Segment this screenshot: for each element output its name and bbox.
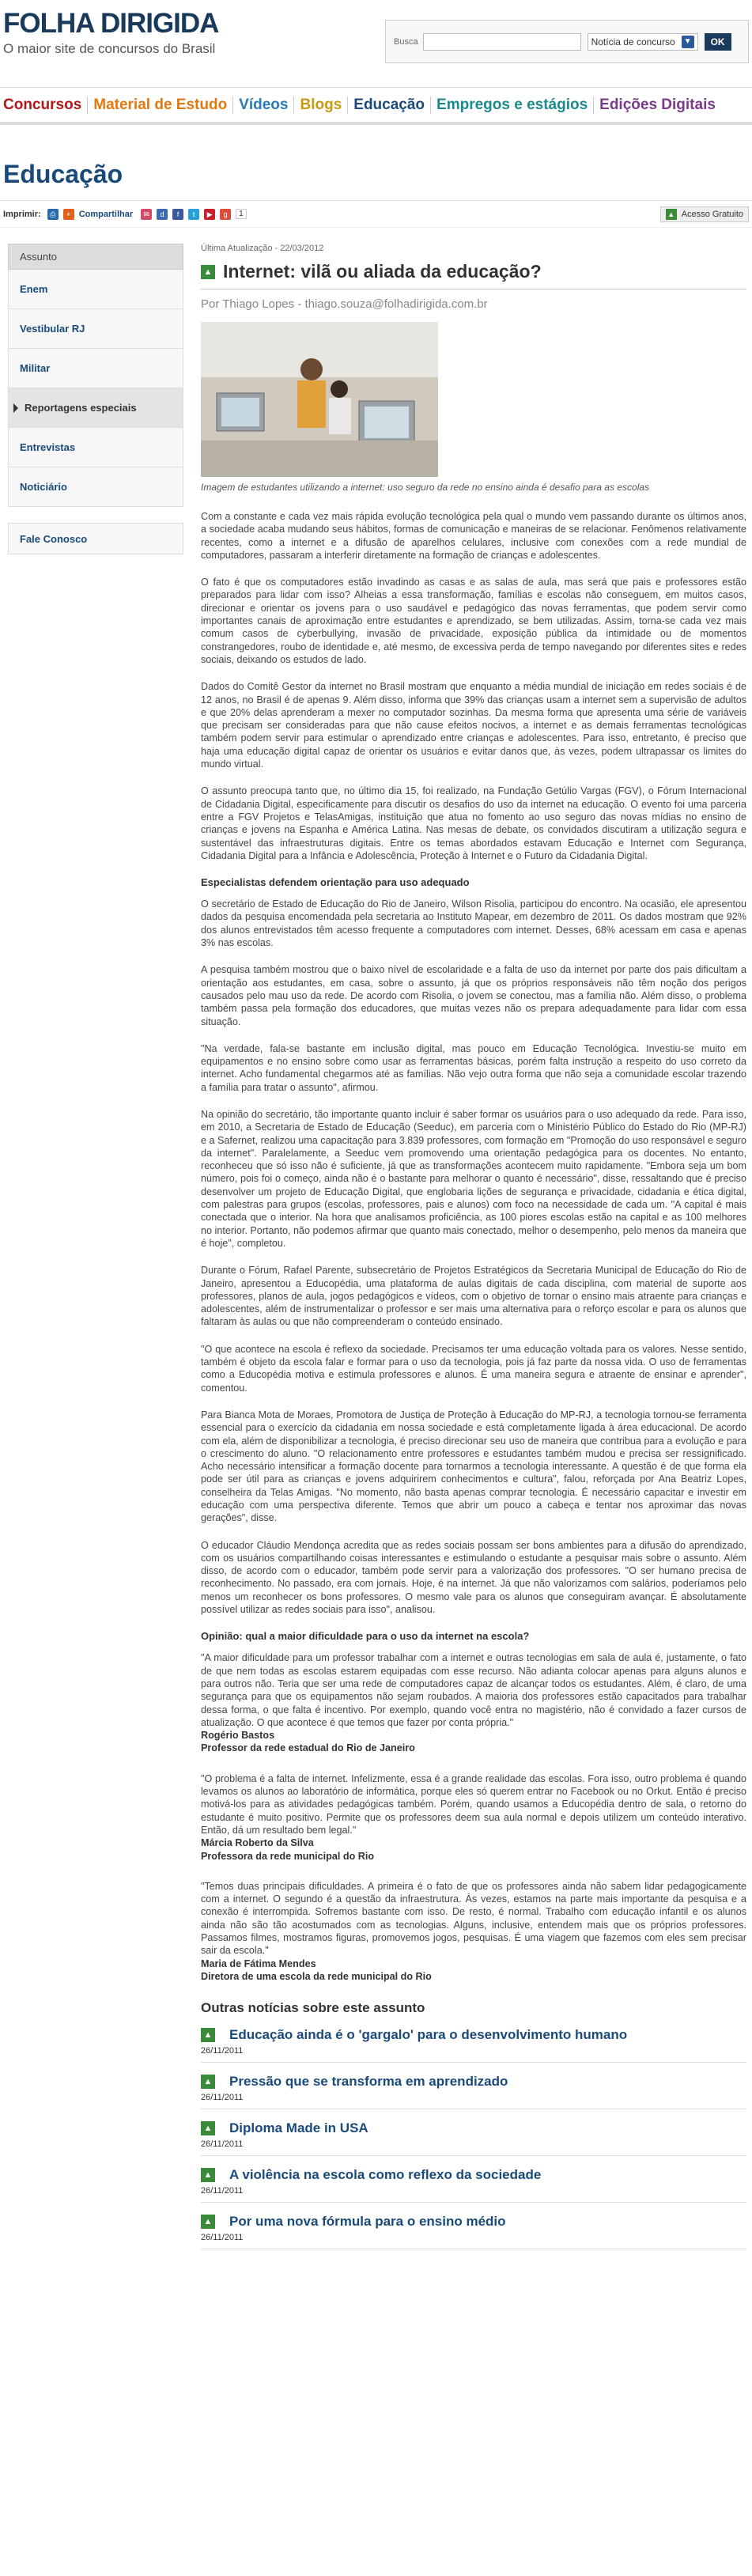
- sidebar-item-militar[interactable]: Militar: [8, 349, 183, 388]
- related-date: 26/11/2011: [201, 2186, 244, 2196]
- article-paragraph: Durante o Fórum, Rafael Parente, subsecretário de Projetos Estratégicos da Secretaria Municipal de Educação do Rio de Janeiro, apresentou a Educopédia, uma plataforma de aulas digitais de cada disciplina, com material de suporte aos professores, planos de aula, jogos pedagógicos e vídeos, com o objetivo de tornar o ensino mais atraente para crianças e adolescentes, além de instrumentalizar o professor e ser mais uma alternativa para o reforço escolar e para os alunos que faltaram às aulas ou que não compreenderam o conteúdo ensinado.: [201, 1265, 746, 1328]
- subheading-experts: Especialistas defendem orientação para uso adequado: [201, 876, 470, 889]
- related-item: [201, 2074, 746, 2109]
- sidebar: [8, 244, 183, 2260]
- related-row: [201, 2074, 746, 2090]
- nav-item-concursos[interactable]: Concursos: [3, 96, 88, 114]
- related-item: [201, 2027, 746, 2063]
- plus-one-count: 1: [236, 209, 247, 219]
- google-plus-icon[interactable]: g: [220, 209, 231, 220]
- article-paragraph: Com a constante e cada vez mais rápida evolução tecnológica pela qual o mundo vem passando durante os últimos anos, a sociedade acaba mudando seus hábitos, formas de comunicação e maneiras de se relacionar. Fenômenos relativamente recentes, como a internet e a difusão de aparelhos celulares, inclusive com conexões com a rede mundial de computadores, passaram a interferir diretamente na formação de crianças e adolescentes.: [201, 511, 746, 561]
- article-body-experts: [201, 898, 746, 1616]
- article-photo: [201, 322, 438, 477]
- green-arrow-icon: ▲: [666, 209, 677, 220]
- sidebar-item-entrevistas[interactable]: Entrevistas: [8, 428, 183, 467]
- related-row: [201, 2167, 746, 2183]
- sidebar-items: [8, 270, 183, 507]
- sidebar-item-noticiario[interactable]: Noticiário: [8, 467, 183, 507]
- green-arrow-icon: ▲: [201, 2121, 215, 2135]
- green-arrow-icon: ▲: [201, 2215, 215, 2229]
- nav-item-material-de-estudo[interactable]: Material de Estudo: [88, 96, 233, 114]
- related-list: [201, 2027, 746, 2249]
- opinion-name: Márcia Roberto da Silva: [201, 1837, 314, 1849]
- related-date: 26/11/2011: [201, 2093, 244, 2103]
- search-input[interactable]: [423, 33, 581, 51]
- opinion-block: [201, 1651, 746, 1754]
- related-date: 26/11/2011: [201, 2139, 244, 2150]
- chevron-down-icon: ▼: [682, 36, 694, 48]
- article-title: Internet: vilã ou aliada da educação?: [223, 261, 542, 282]
- opinion-role: Diretora de uma escola da rede municipal do Rio: [201, 1970, 432, 1982]
- tools-bar: [0, 201, 752, 228]
- site-tagline: O maior site de concursos do Brasil: [3, 41, 216, 56]
- search-category-value: Notícia de concurso: [591, 36, 675, 47]
- twitter-icon[interactable]: t: [188, 209, 199, 220]
- related-link[interactable]: Pressão que se transforma em aprendizado: [229, 2074, 508, 2090]
- header: [0, 0, 752, 79]
- opinion-quote: "Temos duas principais dificuldades. A primeira é o fato de que os professores ainda não sabem lidar pedagogicamente com a internet. O segundo é a questão da infraestrutura. Às vezes, estamos na parte mais importante da pesquisa e a conexão é interrompida. Sofremos bastante com isso. De resto, é normal. Trabalho com educação infantil e os alunos ainda não são tão acostumados com as tecnologias. Alguns, inclusive, entendem mais que os próprios professores. Passamos filmes, mostramos figuras, promovemos jogos, pesquisas. É uma viagem que fazemos com eles sem precisar sair da escola.": [201, 1880, 746, 1957]
- subheading-opinion: Opinião: qual a maior dificuldade para o uso da internet na escola?: [201, 1630, 530, 1643]
- related-item: [201, 2120, 746, 2156]
- email-icon[interactable]: ✉: [141, 209, 152, 220]
- related-date: 26/11/2011: [201, 2233, 244, 2243]
- article-paragraph: A pesquisa também mostrou que o baixo nível de escolaridade e a falta de uso da internet por parte dos pais dificultam a orientação aos estudantes, em casa, sobre o assunto, já que os próprios responsáveis não têm noção dos perigos causados pelo mau uso da rede. De acordo com Risolia, o jovem se conectou, mas a família não. Além disso, o problema também passa pela formação dos educadores, que muitas vezes não os prepara adequadamente para lidar com essa situação.: [201, 964, 746, 1027]
- related-item: [201, 2214, 746, 2249]
- print-icon[interactable]: ⎙: [47, 209, 59, 220]
- search-button[interactable]: OK: [705, 33, 731, 51]
- related-link[interactable]: Educação ainda é o 'gargalo' para o desenvolvimento humano: [229, 2027, 628, 2043]
- article-paragraph: O fato é que os computadores estão invadindo as casas e as salas de aula, mas será que pais e professores estão preparados para lidar com isso? Alheias a essa transformação, famílias e escolas não conseguem, em muitos casos, direcionar e orientar os jovens para o uso saudável e pedagógico das novas ferramentas, que podem servir como importantes canais de aproximação entre estudantes e aprendizado, se bem utilizadas. Assim, torna-se cada vez mais comum casos de cyberbullying, invasão de privacidade, exposição pública da intimidade ou de momentos constrangedores, roubo de identidade e, até mesmo, de excessiva perda de tempo navegando por diferentes sites e redes sociais, deixando os estudos de lado.: [201, 577, 746, 665]
- facebook-icon[interactable]: f: [172, 209, 183, 220]
- opinion-quote: "O problema é a falta de internet. Infelizmente, essa é a grande realidade das escolas. Fora isso, outro problema é quando levamos os alunos ao laboratório de informática, porque eles só querem entrar no Facebook ou no Orkut. Então é preciso motivá-los para as atividades pedagógicas também. Porém, quando usamos a Educopédia dentro de sala, o retorno do estudante é muito positivo. Permite que os professores deem sua aula normal e depois utilizem um conteúdo interativo. Então, dá um resultado bem legal.": [201, 1772, 746, 1836]
- green-arrow-icon: ▲: [201, 2028, 215, 2042]
- opinion-role: Professora da rede municipal do Rio: [201, 1850, 375, 1862]
- opinion-name: Rogério Bastos: [201, 1730, 275, 1742]
- share-link[interactable]: Compartilhar: [78, 209, 134, 219]
- photo-illustration: [201, 322, 438, 477]
- site-logo[interactable]: [3, 8, 218, 57]
- article-paragraph: O educador Cláudio Mendonça acredita que as redes sociais possam ser bons ambientes para a difusão do aprendizado, com os usuários compartilhando coisas interessantes e estimulando o estudante a pesquisar mais sobre o assunto. Além disso, de acordo com o educador, também pode servir para a valorização dos professores. "O ser humano precisa de reconhecimento. No passado, era com jornais. Hoje, é na internet. Já que não valorizamos com salários, poderíamos pelo menos um reconhecer os bons professores. O mesmo vale para os alunos que conseguiram avançar. É absolutamente possível utilizar as redes sociais para isso", analisou.: [201, 1539, 746, 1616]
- sidebar-item-vestibular-rj[interactable]: Vestibular RJ: [8, 309, 183, 349]
- section-header: [0, 160, 752, 201]
- opinion-role: Professor da rede estadual do Rio de Janeiro: [201, 1742, 415, 1754]
- related-link[interactable]: A violência na escola como reflexo da sociedade: [229, 2167, 542, 2183]
- access-free-label: Acesso Gratuito: [681, 209, 743, 219]
- related-item: [201, 2167, 746, 2203]
- delicious-icon[interactable]: d: [157, 209, 168, 220]
- article-body-intro: [201, 510, 746, 862]
- nav-item-blogs[interactable]: Blogs: [294, 96, 348, 114]
- sidebar-item-enem[interactable]: Enem: [8, 270, 183, 309]
- photo-caption: Imagem de estudantes utilizando a internet: uso seguro da rede no ensino ainda é desafio para as escolas: [201, 482, 650, 493]
- nav-item-v-deos[interactable]: Vídeos: [233, 96, 294, 114]
- share-icon[interactable]: +: [63, 209, 74, 220]
- article-paragraph: Para Bianca Mota de Moraes, Promotora de Justiça de Proteção à Educação do MP-RJ, a tecnologia tornou-se ferramenta essencial para o exercício da cidadania em nossa sociedade e está completamente ligada à área educacional. De acordo com ela, além de disponibilizar a tecnologia, é preciso direcionar seu uso de maneira que contribua para a evolução e para o crescimento do aluno. "O relacionamento entre professores e estudantes também mudou e precisa ser ressignificado. Acho necessário intensificar a formação docente para tornarmos a tecnologia interessante. A questão é de que forma ela pode ser útil para as crianças e jovens adquirirem conhecimentos e cultura", falou, reforçada por Ana Beatriz Lopes, conselheira da Telas Amigas. "No momento, não basta apenas comprar tecnologia. É necessário capacitar e investir em educação com uma perspectiva diferente. Temos que abrir um pouco a cabeça e tentar nos aproximar das novas gerações", disse.: [201, 1409, 746, 1524]
- related-row: [201, 2214, 746, 2230]
- search-box: [385, 20, 749, 63]
- article-paragraph: "O que acontece na escola é reflexo da sociedade. Precisamos ter uma educação voltada para os valores. Nesse sentido, também é objeto da escola falar e formar para o uso da tecnologia, pois já faz parte da nossa vida. O uso de ferramentas como a Educopédia motiva e estimula professores e alunos. É uma maneira segura e atraente de ensinar e aprender", comentou.: [201, 1343, 746, 1394]
- last-updated: Última Atualização - 22/03/2012: [201, 244, 324, 253]
- article-paragraph: O assunto preocupa tanto que, no último dia 15, foi realizado, na Fundação Getúlio Vargas (FGV), o Fórum Internacional de Cidadania Digital, especificamente para discutir os desafios do uso da internet na educação. O evento foi uma parceria entre a FGV Projetos e TelasAmigas, instituição que atua no fomento ao uso seguro das novas mídias no ensino de crianças e jovens na Espanha e América Latina. Nas mesas de debate, os convidados discutiram a utilização segura e sustentável das infraestruturas digitais. Entre os temas abordados estavam Educação e Internet com Segurança, Cidadania Digital para a Infância e Adolescência, Proteção à Internet e o Futuro da Cidadania Digital.: [201, 785, 746, 861]
- nav-item-edi-es-digitais[interactable]: Edições Digitais: [599, 96, 716, 113]
- green-arrow-icon: ▲: [201, 2168, 215, 2182]
- section-title: Educação: [3, 160, 123, 188]
- contact-link[interactable]: Fale Conosco: [8, 523, 183, 554]
- article-paragraph: Na opinião do secretário, tão importante quanto incluir é saber formar os usuários para o uso adequado da rede. Para isso, em 2010, a Secretaria de Estado de Educação (Seeduc), em parceria com o Ministério Público do Estado do Rio (MP-RJ) e a Safernet, realizou uma capacitação para 3.839 professores, com formação em "Promoção do uso responsável e seguro da internet". Paralelamente, a Seeduc vem promovendo uma orientação pedagógica para os docentes. No entanto, reconheceu que só isso não é suficiente, já que as transformações acontecem muito rapidamente. "Embora seja um bom número, pois foi o começo, ainda não é o bastante para melhorar o quanto é necessário", disse, ressaltando que é preciso desenvolver um projeto de Educação Digital, que englobaria lições de segurança e privacidade, cidadania e ética digital, com palestras para grupos (escolas, professores, pais e alunos) com foco na necessidade de cada um. "A capital é mais conectada que o interior. Na hora que analisamos proficiência, as 100 piores escolas estão na capital e as 100 melhores no interior. Portanto, não podemos afirmar que quanto mais conectado, melhor o desempenho, pelo menos da maneira que é hoje", completou.: [201, 1108, 746, 1249]
- headline: [201, 261, 746, 289]
- access-free-button[interactable]: [660, 206, 749, 222]
- nav-item-empregos-e-est-gios[interactable]: Empregos e estágios: [431, 96, 594, 114]
- related-title: Outras notícias sobre este assunto: [201, 2000, 425, 2016]
- opinion-block: [201, 1772, 746, 1863]
- related-row: [201, 2120, 746, 2136]
- print-label: Imprimir:: [3, 209, 41, 219]
- opinion-quote: "A maior dificuldade para um professor trabalhar com a internet e outras tecnologias em sala de aula é, justamente, o fato de que nem todas as escolas estarem equipadas com esse recurso. Não adianta colocar apenas para alguns alunos e para outros não. Teria que ser uma rede de computadores capaz de alcançar todos os estudantes. Além, é claro, de uma segurança para que os equipamentos não sejam roubados. A maioria dos professores estão capacitados para trabalhar dessa forma, o que falta é incentivo. Por exemplo, quando você entra no magistério, não é convidado a fazer cursos de atualização. O que acontece é que temos que fazer por conta própria.": [201, 1652, 746, 1728]
- article-paragraph: O secretário de Estado de Educação do Rio de Janeiro, Wilson Risolia, participou do encontro. Na ocasião, ele apresentou dados da pesquisa encomendada pela secretaria ao Instituto Mapear, em dezembro de 2011. Os dados mostram que 92% dos alunos entrevistados têm acesso frequente a computadores com internet. Desses, 68% acessam em casa e apenas 3% nas escolas.: [201, 898, 746, 949]
- green-arrow-icon: ▲: [201, 2075, 215, 2089]
- author-byline: Por Thiago Lopes - thiago.souza@folhadirigida.com.br: [201, 297, 488, 311]
- sidebar-header: Assunto: [8, 244, 183, 270]
- related-date: 26/11/2011: [201, 2046, 244, 2056]
- search-category-select[interactable]: [588, 33, 698, 51]
- youtube-icon[interactable]: ▶: [204, 209, 215, 220]
- main-nav: [0, 87, 752, 125]
- opinion-name: Maria de Fátima Mendes: [201, 1958, 316, 1969]
- article-paragraph: Dados do Comitê Gestor da internet no Brasil mostram que enquanto a média mundial de iniciação em redes sociais é de 12 anos, no Brasil é de apenas 9. Além disso, informa que 39% das crianças usam a internet sem a supervisão de adultos e que 20% delas aprenderam a mexer no computador sozinhas. Da mesma forma que apresenta uma série de variáveis que precisam ser consideradas para que não cause efeitos nocivos, a internet e as demais ferramentas tecnológicas também podem servir para estimular o aprendizado entre crianças e adolescentes. Para isso, entretanto, é preciso que haja uma educação digital capaz de orientar os usuários e evitar danos que, às vezes, podem ultrapassar os limites do mundo virtual.: [201, 681, 746, 770]
- related-row: [201, 2027, 746, 2043]
- opinion-block: [201, 1880, 746, 1983]
- site-title: FOLHA DIRIGIDA: [3, 8, 219, 39]
- related-link[interactable]: Diploma Made in USA: [229, 2120, 368, 2136]
- sidebar-item-reportagens-especiais[interactable]: Reportagens especiais: [8, 388, 183, 428]
- article: [201, 244, 746, 2260]
- opinions: [201, 1651, 746, 1983]
- article-paragraph: "Na verdade, fala-se bastante em inclusão digital, mas pouco em Educação Tecnológica. Investiu-se muito em equipamentos e no ensino sobre como usar as ferramentas básicas, porém falta instrução a respeito do uso correto da internet. Acho fundamental chegarmos até as famílias. Não vejo outra forma que não seja a comunidade escolar trazendo a família para tratar o assunto", afirmou.: [201, 1042, 746, 1093]
- search-label: Busca: [394, 36, 418, 47]
- related-link[interactable]: Por uma nova fórmula para o ensino médio: [229, 2214, 506, 2230]
- nav-item-educa-o[interactable]: Educação: [348, 96, 431, 114]
- green-arrow-icon: ▲: [201, 265, 215, 279]
